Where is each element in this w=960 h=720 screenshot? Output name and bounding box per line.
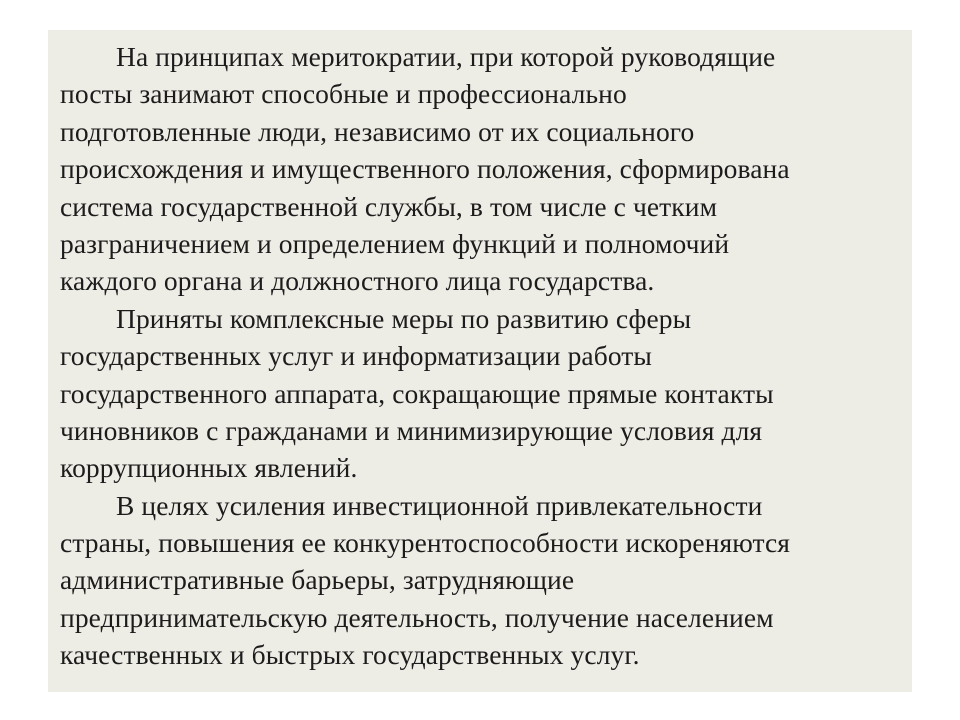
paragraph-3 (60, 487, 912, 674)
paragraph-line: разграничением и определением функций и полномочий (60, 227, 730, 259)
paragraph-line: происхождения и имущественного положения, сформирована (60, 153, 790, 185)
paragraph-line: страны, повышения ее конкурентоспособности искореняются (60, 527, 791, 559)
paragraph-line: коррупционных явлений. (60, 452, 358, 484)
paragraph-line: система государственной службы, в том числе с четким (60, 190, 718, 222)
paragraph-line: На принципах меритократии, при которой руководящие (116, 41, 776, 72)
paragraph-2 (60, 300, 912, 487)
paragraph-line: Приняты комплексные меры по развитию сферы (116, 302, 692, 334)
paragraph-line: каждого органа и должностного лица государства. (60, 265, 655, 297)
paragraph-line: подготовленные люди, независимо от их социального (60, 115, 695, 147)
paragraph-1 (60, 38, 912, 300)
paragraph-line: предпринимательскую деятельность, получение населением (60, 601, 774, 633)
paragraph-line: качественных и быстрых государственных услуг. (60, 639, 640, 671)
text-box (48, 30, 912, 692)
paragraph-line: посты занимают способные и профессионально (60, 78, 627, 110)
paragraph-line: государственного аппарата, сокращающие прямые контакты (60, 377, 774, 409)
paragraph-line: государственных услуг и информатизации работы (60, 340, 653, 372)
paragraph-line: чиновников с гражданами и минимизирующие условия для (60, 414, 763, 446)
paragraph-line: В целях усиления инвестиционной привлекательности (116, 489, 763, 521)
paragraph-line: административные барьеры, затрудняющие (60, 564, 575, 596)
